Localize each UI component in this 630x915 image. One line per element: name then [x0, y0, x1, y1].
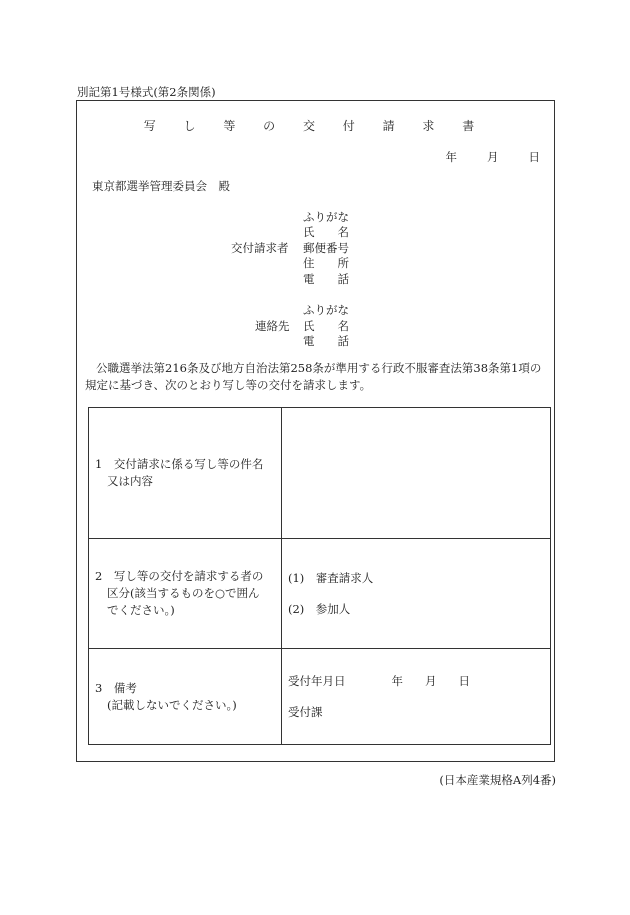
remarks-label-cell: [89, 649, 282, 745]
date-day: 日: [528, 150, 540, 164]
recipient: 東京都選挙管理委員会 殿: [92, 179, 230, 193]
table-row: [89, 408, 551, 539]
received-year: 年: [391, 673, 403, 688]
subject-input-cell[interactable]: [282, 408, 551, 539]
request-table: [88, 407, 551, 745]
received-dept-label: 受付課: [288, 704, 323, 719]
category-label-line1: 2 写し等の交付を請求する者の: [95, 569, 264, 583]
requester-role-label: 交付請求者: [231, 241, 289, 255]
category-options-cell: [282, 539, 551, 649]
subject-label-line2: 又は内容: [107, 474, 153, 488]
table-row: [89, 539, 551, 649]
request-statement: 公職選挙法第216条及び地方自治法第258条が準用する行政不服審査法第38条第1項の規定に基づき、次のとおり写し等の交付を請求します。: [85, 361, 542, 392]
received-date-line: [288, 673, 550, 690]
subject-label-cell: [89, 408, 282, 539]
option-appellant[interactable]: (1) 審査請求人: [288, 570, 374, 585]
remarks-label-line1: 3 備考: [95, 680, 137, 695]
remarks-label-line2: (記載しないでください。): [107, 697, 237, 712]
requester-address-label: 住所: [303, 256, 349, 270]
form-caption: 別記第1号様式(第2条関係): [77, 85, 216, 99]
option-participant[interactable]: (2) 参加人: [288, 601, 351, 616]
category-label-line2: 区分(該当するものを○で囲ん: [107, 586, 260, 600]
requester-furigana-label: ふりがな: [303, 210, 349, 224]
subject-label-line1: 1 交付請求に係る写し等の件名: [95, 457, 264, 471]
requester-phone-label: 電話: [303, 272, 349, 286]
paper-size-note: (日本産業規格A列4番): [439, 773, 556, 787]
category-label-line3: でください。): [107, 603, 175, 617]
date-line: [446, 149, 541, 165]
document-title: 写 し 等 の 交 付 請 求 書: [143, 119, 487, 133]
received-date-label: 受付年月日: [288, 673, 346, 688]
contact-furigana-label: ふりがな: [303, 303, 349, 317]
contact-phone-label: 電話: [303, 334, 349, 348]
requester-postal-label: 郵便番号: [303, 241, 349, 255]
date-month: 月: [487, 150, 499, 164]
date-year: 年: [445, 150, 457, 164]
contact-role-label: 連絡先: [255, 319, 290, 333]
received-month: 月: [425, 673, 437, 688]
remarks-content-cell: [282, 649, 551, 745]
requester-name-label: 氏名: [303, 225, 349, 239]
received-day: 日: [458, 673, 470, 688]
category-label-cell: [89, 539, 282, 649]
table-row: [89, 649, 551, 745]
contact-name-label: 氏名: [303, 319, 349, 333]
